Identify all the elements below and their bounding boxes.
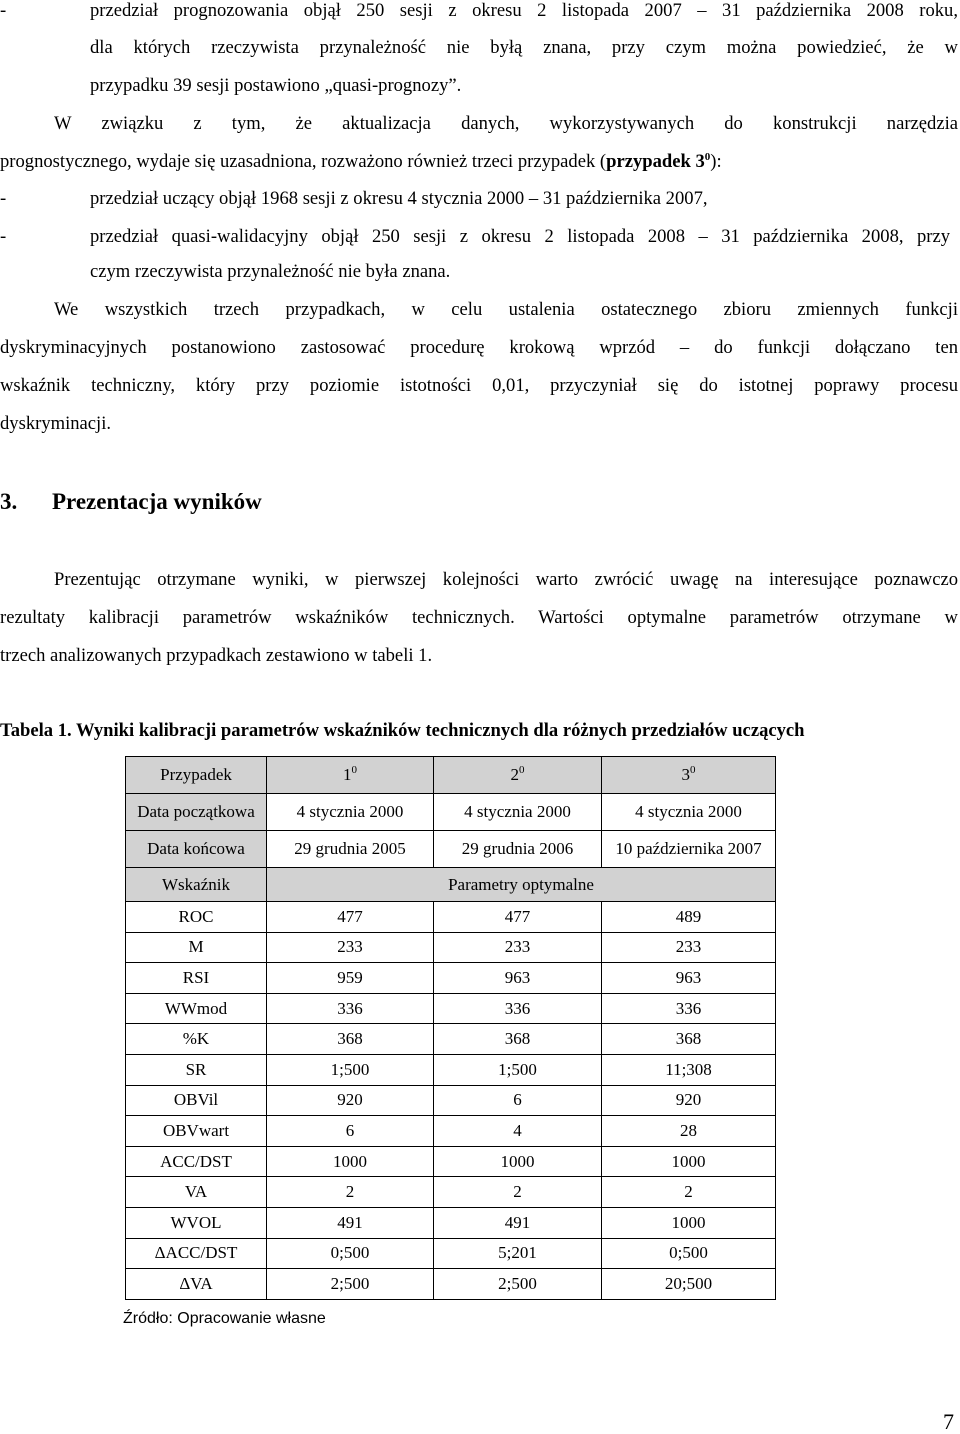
indicator-name: WWmod bbox=[126, 993, 267, 1024]
table-cell: 491 bbox=[267, 1207, 434, 1238]
table-cell: 368 bbox=[267, 1024, 434, 1055]
table-cell: 5;201 bbox=[434, 1238, 602, 1269]
indicator-name: ACC/DST bbox=[126, 1146, 267, 1177]
header-cell: Parametry optymalne bbox=[267, 868, 776, 902]
table-cell: 1000 bbox=[434, 1146, 602, 1177]
table-cell: 963 bbox=[434, 963, 602, 994]
bullet-text: przedział uczący objął 1968 sesji z okresu 4 stycznia 2000 – 31 października 2007, bbox=[90, 188, 708, 209]
table-row bbox=[126, 1085, 776, 1116]
bullet-line bbox=[0, 187, 958, 211]
indicator-name: WVOL bbox=[126, 1207, 267, 1238]
header-cell: Wskaźnik bbox=[126, 868, 267, 902]
header-cell: Przypadek bbox=[126, 757, 267, 794]
table-cell: 920 bbox=[267, 1085, 434, 1116]
section-heading bbox=[0, 488, 262, 516]
table-row bbox=[126, 1024, 776, 1055]
table-cell: 2 bbox=[434, 1177, 602, 1208]
bullet-dash: - bbox=[0, 226, 7, 247]
table-cell: 963 bbox=[602, 963, 776, 994]
table-cell: 1;500 bbox=[434, 1054, 602, 1085]
header-cell: $1^0$ bbox=[267, 757, 434, 794]
bullet-text: przypadku 39 sesji postawiono „quasi-prognozy”. bbox=[90, 75, 462, 96]
bullet-dash: - bbox=[0, 188, 7, 209]
paragraph-line: W związku z tym, że aktualizacja danych, wykorzystywanych do konstrukcji narzędzia bbox=[54, 113, 958, 134]
table-cell: 233 bbox=[267, 932, 434, 963]
table-cell: 336 bbox=[434, 993, 602, 1024]
table-row bbox=[126, 1177, 776, 1208]
table-cell: 6 bbox=[267, 1116, 434, 1147]
table-cell: 10 października 2007 bbox=[602, 831, 776, 868]
table-row bbox=[126, 932, 776, 963]
bullet-dash: - bbox=[0, 0, 7, 21]
table-row bbox=[126, 831, 776, 868]
bullet-text: czym rzeczywista przynależność nie była znana. bbox=[90, 261, 451, 282]
bullet-text: przedział prognozowania objął 250 sesji z okresu 2 listopada 2007 – 31 października 2008 roku, bbox=[90, 0, 958, 21]
table-row bbox=[126, 993, 776, 1024]
bullet-text: przedział quasi-walidacyjny objął 250 sesji z okresu 2 listopada 2008 – 31 października 2008, przy bbox=[90, 226, 950, 247]
header-cell: $3^0$ bbox=[602, 757, 776, 794]
table-cell: 368 bbox=[602, 1024, 776, 1055]
row-label: Data końcowa bbox=[126, 831, 267, 868]
indicator-name: OBVil bbox=[126, 1085, 267, 1116]
table-cell: 2 bbox=[267, 1177, 434, 1208]
table-cell: 4 stycznia 2000 bbox=[267, 794, 434, 831]
table-row bbox=[126, 1238, 776, 1269]
table-cell: 489 bbox=[602, 902, 776, 933]
table-cell: 1000 bbox=[602, 1146, 776, 1177]
table-cell: 29 grudnia 2005 bbox=[267, 831, 434, 868]
case-label: przypadek $3^0$ bbox=[606, 151, 711, 172]
indicator-name: VA bbox=[126, 1177, 267, 1208]
table-cell: 28 bbox=[602, 1116, 776, 1147]
table-cell: 1;500 bbox=[267, 1054, 434, 1085]
page-number: 7 bbox=[943, 1409, 954, 1434]
table-cell: 4 stycznia 2000 bbox=[602, 794, 776, 831]
table-cell: 0;500 bbox=[267, 1238, 434, 1269]
table-cell: 6 bbox=[434, 1085, 602, 1116]
indicator-name: ROC bbox=[126, 902, 267, 933]
table-cell: 477 bbox=[267, 902, 434, 933]
table-cell: 2;500 bbox=[267, 1269, 434, 1300]
table-row bbox=[126, 1116, 776, 1147]
bullet-text: dla których rzeczywista przynależność nie byłą znana, przy czym można powiedzieć, że w bbox=[90, 37, 958, 58]
paragraph-line: rezultaty kalibracji parametrów wskaźników technicznych. Wartości optymalne parametrów otrzymane w bbox=[0, 607, 958, 628]
paragraph-line: trzech analizowanych przypadkach zestawiono w tabeli 1. bbox=[0, 645, 433, 666]
table-cell: 477 bbox=[434, 902, 602, 933]
table-row bbox=[126, 1146, 776, 1177]
table-source-note: Źródło: Opracowanie własne bbox=[123, 1310, 326, 1327]
table-row bbox=[126, 1269, 776, 1300]
table-cell: 2 bbox=[602, 1177, 776, 1208]
table-row bbox=[126, 1054, 776, 1085]
table-caption: Tabela 1. Wyniki kalibracji parametrów wskaźników technicznych dla różnych przedziałów uczących bbox=[0, 720, 805, 741]
paragraph-text: ): bbox=[710, 151, 722, 172]
table-cell: 2;500 bbox=[434, 1269, 602, 1300]
results-table bbox=[125, 756, 776, 1300]
indicator-name: OBVwart bbox=[126, 1116, 267, 1147]
bullet-line bbox=[0, 0, 958, 23]
paragraph-line bbox=[0, 150, 958, 174]
table-cell: 11;308 bbox=[602, 1054, 776, 1085]
table-row bbox=[126, 1207, 776, 1238]
table-cell: 0;500 bbox=[602, 1238, 776, 1269]
table-cell: 1000 bbox=[602, 1207, 776, 1238]
paragraph-line: wskaźnik techniczny, który przy poziomie istotności 0,01, przyczyniał się do istotnej poprawy procesu bbox=[0, 375, 958, 396]
indicator-name: ΔACC/DST bbox=[126, 1238, 267, 1269]
table-subheader-row bbox=[126, 868, 776, 902]
paragraph-line: dyskryminacyjnych postanowiono zastosować procedurę krokową wprzód – do funkcji dołączano ten bbox=[0, 337, 958, 358]
header-cell: $2^0$ bbox=[434, 757, 602, 794]
table-cell: 20;500 bbox=[602, 1269, 776, 1300]
indicator-name: %K bbox=[126, 1024, 267, 1055]
table-cell: 1000 bbox=[267, 1146, 434, 1177]
table-cell: 920 bbox=[602, 1085, 776, 1116]
paragraph-line: dyskryminacji. bbox=[0, 413, 112, 434]
indicator-name: SR bbox=[126, 1054, 267, 1085]
table-cell: 336 bbox=[602, 993, 776, 1024]
paragraph-line: Prezentując otrzymane wyniki, w pierwszej kolejności warto zwrócić uwagę na interesujące poznawczo bbox=[54, 569, 958, 590]
table-row bbox=[126, 902, 776, 933]
table-cell: 336 bbox=[267, 993, 434, 1024]
indicator-name: ΔVA bbox=[126, 1269, 267, 1300]
row-label: Data początkowa bbox=[126, 794, 267, 831]
table-header-row bbox=[126, 757, 776, 794]
table-row bbox=[126, 794, 776, 831]
section-title: Prezentacja wyników bbox=[52, 489, 262, 514]
paragraph-line: We wszystkich trzech przypadkach, w celu ustalenia ostatecznego zbioru zmiennych funkcji bbox=[54, 299, 958, 320]
table-cell: 959 bbox=[267, 963, 434, 994]
table-cell: 368 bbox=[434, 1024, 602, 1055]
section-number: 3. bbox=[0, 489, 18, 514]
bullet-line bbox=[0, 225, 958, 249]
table-cell: 4 bbox=[434, 1116, 602, 1147]
table-cell: 4 stycznia 2000 bbox=[434, 794, 602, 831]
indicator-name: M bbox=[126, 932, 267, 963]
table-cell: 491 bbox=[434, 1207, 602, 1238]
table-row bbox=[126, 963, 776, 994]
table-cell: 29 grudnia 2006 bbox=[434, 831, 602, 868]
table-cell: 233 bbox=[602, 932, 776, 963]
table-cell: 233 bbox=[434, 932, 602, 963]
paragraph-text: prognostycznego, wydaje się uzasadniona, rozważono również trzeci przypadek ( bbox=[0, 151, 607, 172]
indicator-name: RSI bbox=[126, 963, 267, 994]
